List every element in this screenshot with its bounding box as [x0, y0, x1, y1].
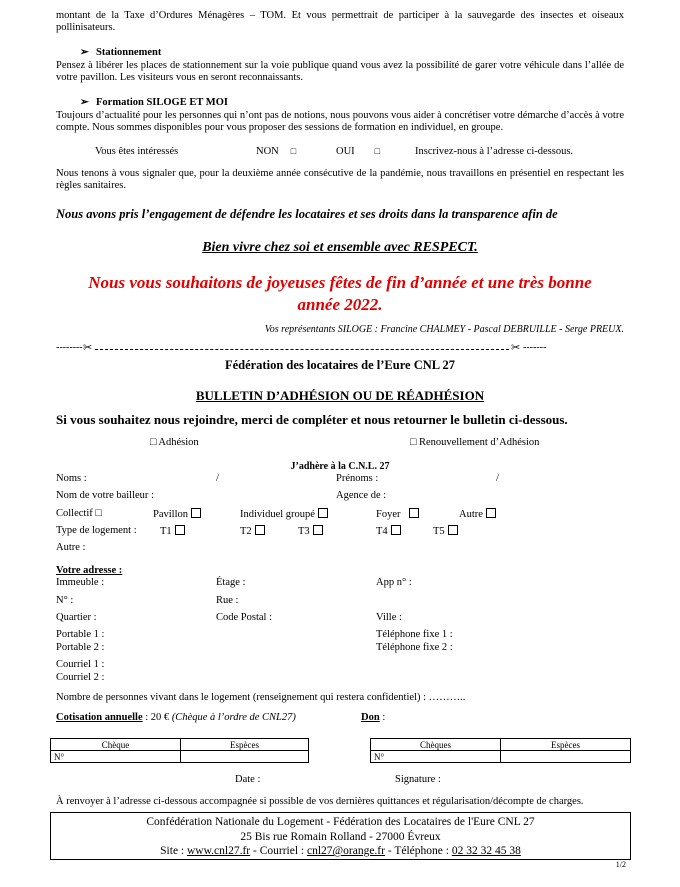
t5-option[interactable] [433, 525, 458, 537]
scissors-icon-left: ✂ [83, 342, 93, 354]
arrow-bullet-icon: ➢ [80, 47, 89, 58]
immeuble-label: Immeuble : [56, 577, 105, 588]
footer-line-1: Confédération Nationale du Logement - Fédération des Locataires de l'Eure CNL 27 [146, 816, 535, 828]
training-section-title [80, 96, 228, 108]
respect-slogan: Bien vivre chez soi et ensemble avec RESPECT. [202, 240, 478, 255]
prenoms-label: Prénoms : [336, 473, 379, 484]
training-paragraph: Toujours d’actualité pour les personnes qui n’ont pas de notions, nous pouvons vous aider à concrétiser votre démarche d’accès à votre compte. Nous sommes disponibles pour vous proposer des sessions de formation en individuel, en groupe. [56, 110, 624, 133]
oui-label: OUI [336, 146, 355, 157]
t1-option[interactable] [160, 525, 185, 537]
don-line [361, 712, 385, 723]
t1-checkbox[interactable] [175, 525, 185, 535]
tel-label: - Téléphone : [384, 845, 452, 857]
etage-label: Étage : [216, 577, 246, 588]
table-cell[interactable]: N° [371, 751, 501, 763]
cut-line-dashes [95, 349, 509, 350]
individuel-checkbox[interactable] [318, 508, 328, 518]
portable2-label: Portable 2 : [56, 642, 105, 653]
footer-line-2: 25 Bis rue Romain Rolland - 27000 Évreux [240, 830, 441, 843]
footer-address-box [50, 812, 631, 860]
agence-label: Agence de : [336, 490, 387, 501]
table-header: Chèque [51, 739, 181, 751]
courriel1-label: Courriel 1 : [56, 659, 105, 670]
parking-section-title [80, 46, 161, 58]
oui-option[interactable] [336, 146, 380, 157]
quartier-label: Quartier : [56, 612, 97, 623]
tel-fixe2-label: Téléphone fixe 2 : [376, 642, 453, 653]
interested-label: Vous êtes intéressés [95, 146, 179, 157]
app-label: App n° : [376, 577, 412, 588]
don-label: Don [361, 712, 380, 723]
wishes-line-2: année 2022. [297, 295, 383, 314]
parking-title-text: Stationnement [96, 47, 162, 58]
payment-table-right [370, 738, 631, 763]
arrow-bullet-icon: ➢ [80, 97, 89, 108]
portable1-label: Portable 1 : [56, 629, 105, 640]
cut-line [56, 342, 624, 356]
site-label: Site : [160, 845, 187, 857]
t3-checkbox[interactable] [313, 525, 323, 535]
table-header: Espèces [181, 739, 309, 751]
individuel-label: Individuel groupé [240, 509, 315, 520]
pandemic-paragraph: Nous tenons à vous signaler que, pour la deuxième année consécutive de la pandémie, nous travaillons en présentiel en respectant les règles sanitaires. [56, 168, 624, 191]
t3-label: T3 [298, 526, 310, 537]
invitation-text: Si vous souhaitez nous rejoindre, merci de compléter et nous retourner le bulletin ci-dessous. [56, 412, 568, 427]
code-postal-label: Code Postal : [216, 612, 273, 623]
cut-line-start: -------- [56, 342, 83, 353]
representatives-signature: Vos représentants SILOGE : Francine CHALMEY - Pascal DEBRUILLE - Serge PREUX. [264, 324, 624, 335]
t5-checkbox[interactable] [448, 525, 458, 535]
individuel-option[interactable] [240, 508, 328, 520]
autre-type-option[interactable] [459, 508, 496, 520]
parking-paragraph: Pensez à libérer les places de stationnement sur la voie publique quand vous avez la possibilité de garer votre véhicule dans l’allée de votre pavillon. Les visiteurs vous en seront reconnaissants. [56, 60, 624, 83]
payment-table-left [50, 738, 309, 763]
courriel-label: - Courriel : [250, 845, 307, 857]
signup-label: Inscrivez-nous à l’adresse ci-dessous. [415, 146, 574, 157]
foyer-option[interactable] [376, 508, 419, 520]
t4-checkbox[interactable] [391, 525, 401, 535]
tel-fixe1-label: Téléphone fixe 1 : [376, 629, 453, 640]
pavillon-checkbox[interactable] [191, 508, 201, 518]
t1-label: T1 [160, 526, 172, 537]
table-row [371, 739, 631, 751]
autre-type-label: Autre [459, 509, 483, 520]
pavillon-option[interactable] [153, 508, 201, 520]
oui-checkbox[interactable]: □ [374, 146, 381, 156]
autre-label: Autre : [56, 542, 86, 553]
adhere-heading: J’adhère à la C.N.L. 27 [290, 461, 390, 472]
scissors-icon-right: ✂ [511, 342, 521, 354]
signature-label: Signature : [395, 774, 441, 785]
commitment-text: Nous avons pris l’engagement de défendre les locataires et ses droits dans la transparence afin de [56, 207, 558, 221]
courriel2-label: Courriel 2 : [56, 672, 105, 683]
non-checkbox[interactable]: □ [290, 146, 297, 156]
numero-label: N° : [56, 595, 74, 606]
pavillon-label: Pavillon [153, 509, 189, 520]
non-option[interactable] [256, 146, 296, 157]
email-link[interactable]: cnl27@orange.fr [307, 845, 385, 857]
non-label: NON [256, 146, 279, 157]
page-number: 1/2 [615, 860, 626, 869]
bailleur-label: Nom de votre bailleur : [56, 490, 154, 501]
noms-separator: / [216, 473, 219, 484]
personnes-label: Nombre de personnes vivant dans le logement (renseignement qui restera confidentiel) : ……….. [56, 692, 466, 703]
cotisation-note: (Chèque à l’ordre de CNL27) [171, 712, 296, 723]
table-row [51, 739, 309, 751]
collectif-option[interactable]: Collectif □ [56, 508, 102, 519]
t5-label: T5 [433, 526, 445, 537]
t2-checkbox[interactable] [255, 525, 265, 535]
rue-label: Rue : [216, 595, 239, 606]
cotisation-label: Cotisation annuelle [56, 712, 143, 723]
wishes-line-1: Nous vous souhaitons de joyeuses fêtes de fin d’année et une très bonne [88, 273, 592, 292]
foyer-label: Foyer [376, 509, 401, 520]
cotisation-line [56, 712, 296, 723]
table-row [51, 751, 309, 763]
renouvellement-option[interactable]: □ Renouvellement d’Adhésion [410, 437, 540, 448]
cotisation-value: : 20 € [142, 712, 172, 723]
table-cell[interactable] [501, 751, 631, 763]
prenoms-separator: / [496, 473, 499, 484]
t4-option[interactable] [376, 525, 401, 537]
table-cell[interactable]: N° [51, 751, 181, 763]
ville-label: Ville : [376, 612, 402, 623]
cut-line-end: ------- [523, 342, 547, 353]
table-header: Chèques [371, 739, 501, 751]
phone-number: 02 32 32 45 38 [451, 845, 521, 857]
footer-contact-line [51, 844, 630, 859]
table-row [371, 751, 631, 763]
site-link[interactable]: www.cnl27.fr [187, 845, 251, 857]
foyer-checkbox[interactable] [409, 508, 419, 518]
t3-option[interactable] [298, 525, 323, 537]
t2-label: T2 [240, 526, 252, 537]
table-header: Espèces [501, 739, 631, 751]
date-label: Date : [235, 774, 261, 785]
don-colon: : [379, 712, 386, 723]
noms-label: Noms : [56, 473, 87, 484]
adhesion-option[interactable]: □ Adhésion [150, 437, 199, 448]
federation-title: Fédération des locataires de l’Eure CNL 27 [224, 358, 456, 372]
t4-label: T4 [376, 526, 388, 537]
intro-continued-paragraph: montant de la Taxe d’Ordures Ménagères – TOM. Et vous permettrait de participer à la sauvegarde des insectes et oiseaux pollinisateurs. [56, 10, 624, 33]
votre-adresse-heading: Votre adresse : [56, 565, 123, 576]
training-title-text: Formation SILOGE ET MOI [96, 97, 228, 108]
bulletin-title: BULLETIN D’ADHÉSION OU DE RÉADHÉSION [195, 388, 485, 403]
autre-type-checkbox[interactable] [486, 508, 496, 518]
table-cell[interactable] [181, 751, 309, 763]
type-logement-label: Type de logement : [56, 525, 137, 536]
return-note: À renvoyer à l’adresse ci-dessous accompagnée si possible de vos dernières quittances et régularisation/décompte de charges. [56, 796, 584, 807]
t2-option[interactable] [240, 525, 265, 537]
